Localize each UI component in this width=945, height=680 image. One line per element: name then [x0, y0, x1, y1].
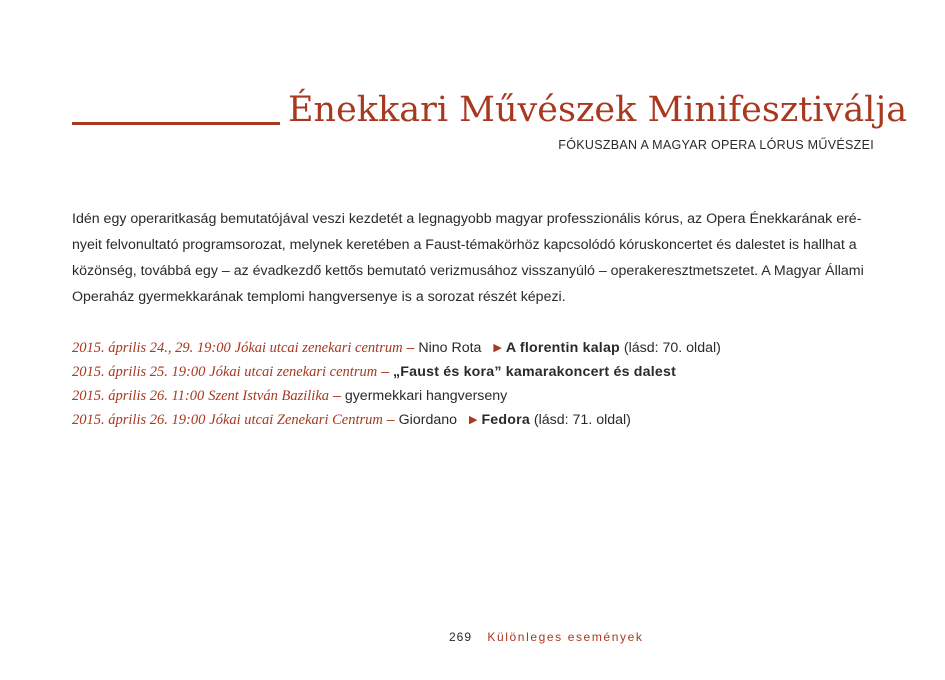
event-item [72, 384, 892, 408]
intro-line: Operaház gyermekkarának templomi hangversenye is a sorozat részét képezi. [72, 289, 566, 305]
event-item [72, 408, 892, 432]
event-composer: Nino Rota [418, 340, 482, 356]
event-venue: Jókai utcai zenekari centrum [209, 364, 378, 380]
event-separator: – [332, 388, 341, 404]
event-separator: – [406, 340, 415, 356]
event-date-time: 2015. április 26. 11:00 [72, 388, 205, 404]
event-description: gyermekkari hangverseny [344, 388, 508, 404]
event-list [72, 336, 892, 432]
section-name: Különleges események [487, 630, 644, 644]
event-page-reference: (lásd: 70. oldal) [623, 340, 721, 356]
event-composer: Giordano [398, 412, 458, 428]
play-arrow-icon: ▶ [493, 342, 502, 354]
event-venue: Jókai utcai zenekari centrum [234, 340, 403, 356]
intro-paragraph [72, 206, 872, 310]
event-date-time: 2015. április 24., 29. 19:00 [72, 340, 231, 356]
event-separator: – [381, 364, 390, 380]
event-work-title: A florentin kalap [505, 340, 620, 356]
title-rule-divider [72, 122, 280, 125]
page-subtitle: FÓKUSZBAN A MAGYAR OPERA LÓRUS MŰVÉSZEI [558, 138, 874, 152]
page-footer [449, 629, 643, 645]
event-item [72, 336, 892, 360]
event-item [72, 360, 892, 384]
intro-line: Idén egy operaritkaság bemutatójával veszi kezdetét a legnagyobb magyar professzionális kórus, az Opera Énekkarának eré- [72, 211, 862, 227]
event-venue: Szent István Bazilika [208, 388, 330, 404]
event-separator: – [386, 412, 395, 428]
event-venue: Jókai utcai Zenekari Centrum [209, 412, 383, 428]
play-arrow-icon: ▶ [468, 414, 478, 426]
event-page-reference: (lásd: 71. oldal) [533, 412, 631, 428]
event-work-title: Fedora [481, 412, 530, 428]
intro-line: közönség, továbbá egy – az évadkezdő kettős bemutató verizmusához visszanyúló – operakeresztmetszetet. A Magyar Állami [72, 263, 864, 279]
page-number: 269 [449, 630, 473, 644]
event-date-time: 2015. április 26. 19:00 [72, 412, 206, 428]
page-title: Énekkari Művészek Minifesztiválja [288, 90, 908, 130]
event-work-title: „Faust és kora” kamarakoncert és dalest [392, 364, 676, 380]
intro-line: nyeit felvonultató programsorozat, melynek keretében a Faust-témakörhöz kapcsolódó kóruskoncertet és dalestet is hallhat a [72, 237, 857, 253]
event-date-time: 2015. április 25. 19:00 [72, 364, 206, 380]
